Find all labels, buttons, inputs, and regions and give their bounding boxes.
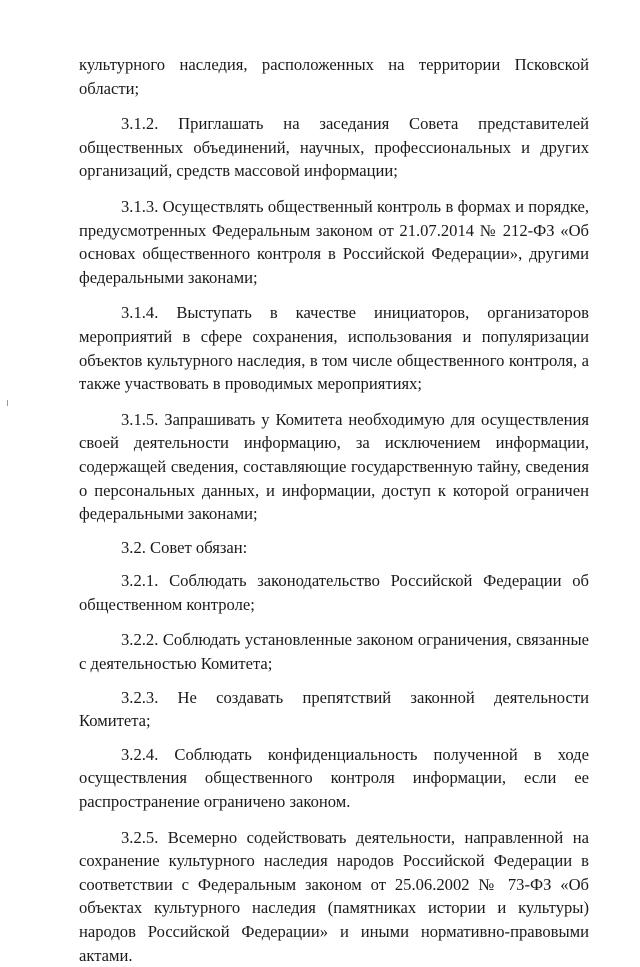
paragraph-3-1-4: 3.1.4. Выступать в качестве инициаторов, организаторов мероприятий в сфере сохранения, использования и популяризации объектов культурного наследия, в том числе общественного контроля, а также участвовать в проводимых мероприятиях; xyxy=(79,303,589,394)
paragraph-3-1-2: 3.1.2. Приглашать на заседания Совета представителей общественных объединений, научных, профессиональных и других организаций, средств массовой информации; xyxy=(79,114,589,181)
paragraph-3-2-5: 3.2.5. Всемерно содействовать деятельности, направленной на сохранение культурного наследия народов Российской Федерации в соответствии с Федеральным законом от 25.06.2002 № 73-ФЗ «Об объектах культурного наследия (памятниках истории и культуры) народов Российской Федерации» и иными нормативно-правовыми актами. xyxy=(79,827,589,965)
paragraph-3-2: 3.2. Совет обязан: xyxy=(121,537,248,557)
paragraph-3-2-1: 3.2.1. Соблюдать законодательство Российской Федерации об общественном контроле; xyxy=(79,571,589,614)
paragraph-3-1-3: 3.1.3. Осуществлять общественный контроль в формах и порядке, предусмотренных Федеральным законом от 21.07.2014 № 212-ФЗ «Об основах общественного контроля в Российской Федерации», другими федеральными законами; xyxy=(79,196,589,287)
paragraph-3-1-5: 3.1.5. Запрашивать у Комитета необходимую для осуществления своей деятельности информацию, за исключением информации, содержащей сведения, составляющие государственную тайну, сведения о персональных данных, и информации, доступ к которой ограничен федеральными законами; xyxy=(79,409,589,524)
document-page xyxy=(79,53,589,967)
paragraph-3-2-2: 3.2.2. Соблюдать установленные законом ограничения, связанные с деятельностью Комитета; xyxy=(79,630,589,674)
paragraph-3-2-4: 3.2.4. Соблюдать конфиденциальность полученной в ходе осуществления общественного контроля информации, если ее распространение ограничено законом. xyxy=(79,744,589,812)
paragraph-3-2-3: 3.2.3. Не создавать препятствий законной деятельности Комитета; xyxy=(79,687,589,731)
scan-mark xyxy=(7,400,8,406)
paragraph-continuation: культурного наследия, расположенных на территории Псковской области; xyxy=(79,55,589,98)
